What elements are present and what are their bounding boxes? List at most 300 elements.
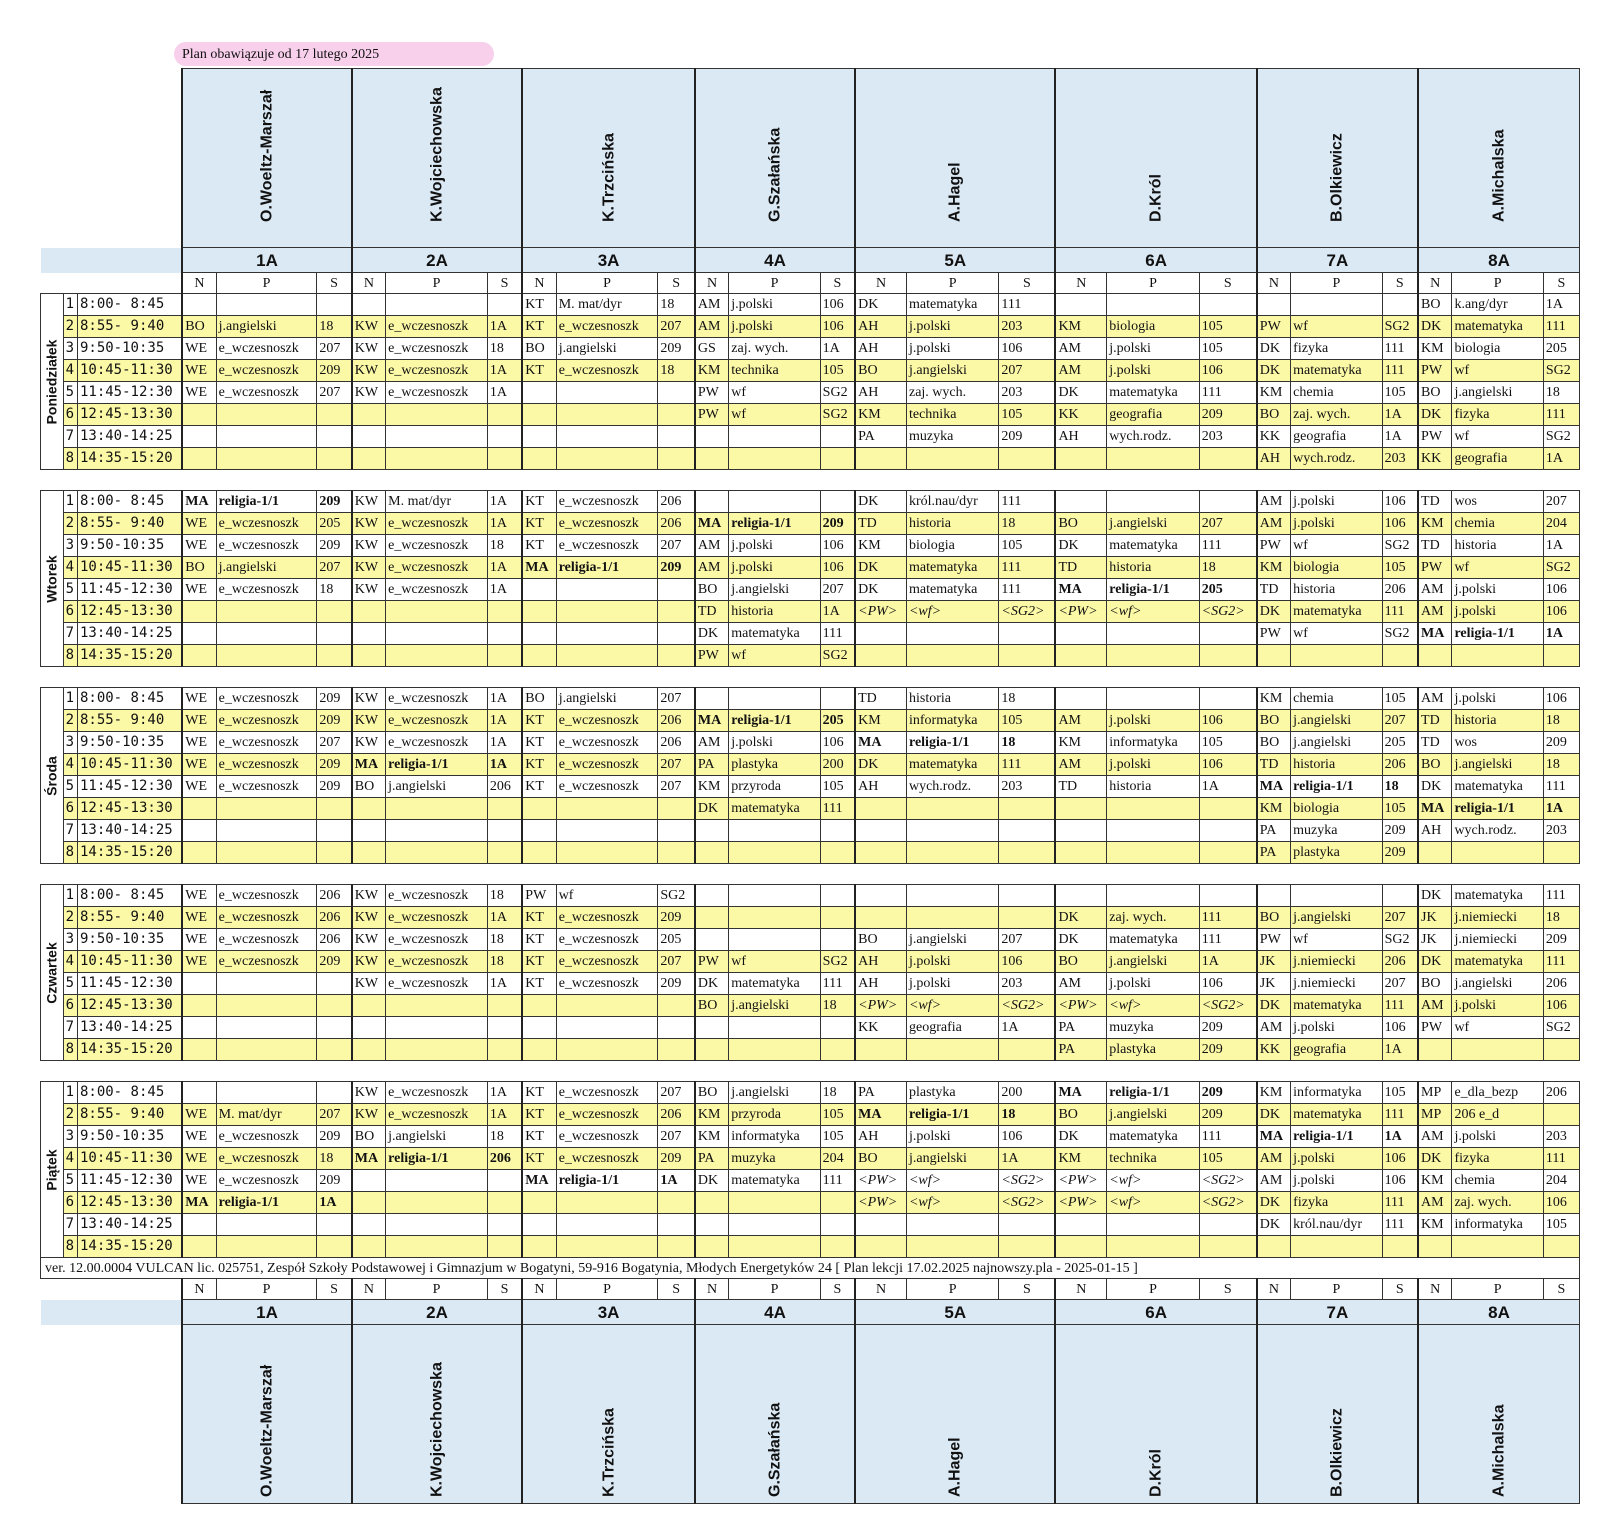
- subject: M. mat/dyr: [386, 491, 488, 513]
- lesson-row: [41, 710, 1580, 732]
- room: [820, 929, 855, 951]
- teacher-code: JK: [1257, 973, 1291, 995]
- teacher-code: PA: [855, 1082, 906, 1104]
- column-header-p: P: [1291, 1279, 1382, 1300]
- teacher-code: BO: [1257, 907, 1291, 929]
- room: [658, 1236, 695, 1258]
- room: 106: [1543, 579, 1579, 601]
- room: [820, 1214, 855, 1236]
- room: [1199, 820, 1257, 842]
- teacher-code: BO: [182, 316, 216, 338]
- teacher-code: [1257, 294, 1291, 316]
- subject: geografia: [1452, 448, 1543, 470]
- teacher-code: KT: [522, 754, 556, 776]
- subject: muzyka: [1291, 820, 1382, 842]
- column-header-p: P: [906, 273, 998, 294]
- room: <SG2>: [1199, 995, 1257, 1017]
- subject: e_wczesnoszk: [216, 754, 317, 776]
- teacher-name: O.Woeltz-Marszał: [258, 1364, 276, 1497]
- teacher-code: AM: [1257, 1148, 1291, 1170]
- day-gap: [41, 1061, 1580, 1082]
- teacher-code: KW: [352, 688, 386, 710]
- teacher-code: KM: [1257, 382, 1291, 404]
- lesson-number: 2: [63, 710, 77, 732]
- room: 209: [317, 688, 352, 710]
- teacher-code: KT: [522, 294, 556, 316]
- lesson-time: 13:40-14:25: [77, 820, 182, 842]
- subject: [1107, 491, 1199, 513]
- room: [317, 601, 352, 623]
- subject: informatyka: [1291, 1082, 1382, 1104]
- subject: matematyka: [906, 294, 998, 316]
- subject: matematyka: [1107, 1126, 1199, 1148]
- teacher-code: PW: [1418, 557, 1452, 579]
- class-name: 3A: [522, 248, 695, 273]
- subject: [906, 820, 998, 842]
- subject: 206 e_d: [1452, 1104, 1543, 1126]
- teacher-code: [1418, 645, 1452, 667]
- subject: e_wczesnoszk: [386, 1104, 488, 1126]
- column-header-p: P: [556, 1279, 658, 1300]
- teacher-code: [182, 1039, 216, 1061]
- room: 111: [1543, 404, 1579, 426]
- room: [1199, 842, 1257, 864]
- room: 106: [1543, 688, 1579, 710]
- room: [820, 426, 855, 448]
- room: [820, 688, 855, 710]
- room: 18: [1382, 776, 1418, 798]
- room: 111: [1382, 360, 1418, 382]
- subject: wych.rodz.: [1107, 426, 1199, 448]
- teacher-code: BO: [182, 557, 216, 579]
- teacher-code: WE: [182, 338, 216, 360]
- teacher-code: KT: [522, 929, 556, 951]
- day-label: [41, 885, 64, 1061]
- column-header-p: P: [216, 273, 317, 294]
- subject: [386, 645, 488, 667]
- room: [317, 1039, 352, 1061]
- lesson-number: 5: [63, 973, 77, 995]
- lesson-number: 1: [63, 294, 77, 316]
- teacher-code: AM: [1257, 1170, 1291, 1192]
- room: [658, 579, 695, 601]
- subject: informatyka: [906, 710, 998, 732]
- lesson-number: 6: [63, 404, 77, 426]
- teacher-code: KM: [1055, 732, 1106, 754]
- room: 207: [1382, 973, 1418, 995]
- lesson-number: 5: [63, 776, 77, 798]
- teacher-code: AM: [1418, 601, 1452, 623]
- teacher-code: WE: [182, 360, 216, 382]
- subject: e_wczesnoszk: [216, 513, 317, 535]
- subject: [216, 426, 317, 448]
- room: [487, 820, 522, 842]
- lesson-row: [41, 798, 1580, 820]
- subject: e_wczesnoszk: [216, 688, 317, 710]
- room: 111: [1382, 1104, 1418, 1126]
- teacher-name: D.Król: [1147, 174, 1165, 222]
- subject: matematyka: [729, 973, 820, 995]
- teacher-code: AM: [1418, 1126, 1452, 1148]
- teacher-code: BO: [352, 776, 386, 798]
- room: 111: [1199, 535, 1257, 557]
- room: [487, 995, 522, 1017]
- subject: technika: [729, 360, 820, 382]
- class-name: 5A: [855, 1300, 1055, 1325]
- room: [487, 1170, 522, 1192]
- room: 206: [658, 710, 695, 732]
- room: [1382, 294, 1418, 316]
- teacher-code: KT: [522, 1104, 556, 1126]
- column-header-n: N: [695, 273, 729, 294]
- room: [999, 1236, 1056, 1258]
- subject: chemia: [1291, 688, 1382, 710]
- teacher-code: [522, 820, 556, 842]
- teacher-code: [182, 623, 216, 645]
- subject: matematyka: [1452, 885, 1543, 907]
- teacher-code: MA: [695, 513, 729, 535]
- teacher-code: KT: [522, 513, 556, 535]
- room: 209: [317, 776, 352, 798]
- room: 106: [1382, 491, 1418, 513]
- room: 18: [317, 1148, 352, 1170]
- teacher-cell: [1418, 1325, 1579, 1504]
- subject: [216, 995, 317, 1017]
- teacher-name: A.Michalska: [1490, 129, 1508, 222]
- teacher-code: AM: [1055, 360, 1106, 382]
- teacher-code: <PW>: [855, 1192, 906, 1214]
- room: [658, 798, 695, 820]
- teacher-code: KM: [855, 710, 906, 732]
- teacher-code: WE: [182, 1104, 216, 1126]
- subject: historia: [1452, 535, 1543, 557]
- teacher-code: BO: [1418, 382, 1452, 404]
- room: 209: [1199, 404, 1257, 426]
- teacher-code: AM: [695, 535, 729, 557]
- teacher-code: AH: [855, 776, 906, 798]
- teacher-code: BO: [1257, 732, 1291, 754]
- subject: e_wczesnoszk: [556, 776, 658, 798]
- column-header-p: P: [386, 273, 488, 294]
- room: [1382, 885, 1418, 907]
- subject: [216, 448, 317, 470]
- room: [1199, 491, 1257, 513]
- subject: [906, 1236, 998, 1258]
- room: 1A: [1543, 535, 1579, 557]
- column-header-n: N: [695, 1279, 729, 1300]
- lesson-number: 4: [63, 360, 77, 382]
- subject: e_wczesnoszk: [386, 732, 488, 754]
- subject: j.niemiecki: [1452, 929, 1543, 951]
- teacher-code: PA: [695, 1148, 729, 1170]
- teacher-code: DK: [695, 623, 729, 645]
- room: 209: [658, 1148, 695, 1170]
- subject: [386, 448, 488, 470]
- room: [1382, 645, 1418, 667]
- room: 1A: [487, 513, 522, 535]
- lesson-row: [41, 1170, 1580, 1192]
- room: 209: [820, 513, 855, 535]
- teacher-code: DK: [695, 798, 729, 820]
- lesson-row: [41, 382, 1580, 404]
- lesson-time: 13:40-14:25: [77, 1017, 182, 1039]
- teacher-code: [1055, 1236, 1106, 1258]
- subject: [556, 448, 658, 470]
- room: 206: [317, 929, 352, 951]
- subject: technika: [1107, 1148, 1199, 1170]
- subject: e_wczesnoszk: [556, 754, 658, 776]
- lesson-number: 3: [63, 338, 77, 360]
- subject: e_wczesnoszk: [216, 1148, 317, 1170]
- room: 209: [1199, 1017, 1257, 1039]
- teacher-code: KW: [352, 1082, 386, 1104]
- subject: [1291, 1236, 1382, 1258]
- subject: geografia: [1107, 404, 1199, 426]
- teacher-code: [522, 601, 556, 623]
- teacher-code: TD: [1418, 710, 1452, 732]
- room: 1A: [1382, 1039, 1418, 1061]
- room: <SG2>: [999, 1192, 1056, 1214]
- subject: [1107, 645, 1199, 667]
- room: SG2: [820, 404, 855, 426]
- teacher-code: DK: [855, 557, 906, 579]
- lesson-time: 14:35-15:20: [77, 645, 182, 667]
- teacher-code: [522, 645, 556, 667]
- room: 106: [1199, 754, 1257, 776]
- subject: e_wczesnoszk: [556, 929, 658, 951]
- subject: [386, 1236, 488, 1258]
- room: 105: [999, 710, 1056, 732]
- teacher-code: BO: [352, 1126, 386, 1148]
- teacher-code: WE: [182, 776, 216, 798]
- subject: <wf>: [906, 995, 998, 1017]
- column-header-s: S: [999, 1279, 1056, 1300]
- teacher-cell: [352, 1325, 523, 1504]
- room: 18: [1543, 907, 1579, 929]
- teacher-code: [182, 973, 216, 995]
- teacher-code: [855, 448, 906, 470]
- room: 206: [658, 732, 695, 754]
- teacher-code: <PW>: [855, 1170, 906, 1192]
- teacher-code: AM: [1055, 754, 1106, 776]
- spacer-cell: [41, 273, 183, 294]
- subject: matematyka: [729, 798, 820, 820]
- room: [487, 1236, 522, 1258]
- subject: j.polski: [1107, 360, 1199, 382]
- column-header-p: P: [1107, 1279, 1199, 1300]
- room: 111: [820, 1170, 855, 1192]
- room: 106: [1382, 1148, 1418, 1170]
- column-header-n: N: [855, 1279, 906, 1300]
- subject: biologia: [1452, 338, 1543, 360]
- teacher-code: KW: [352, 382, 386, 404]
- subject: religia-1/1: [216, 491, 317, 513]
- lesson-number: 6: [63, 601, 77, 623]
- teacher-code: DK: [695, 973, 729, 995]
- subject: wf: [1291, 535, 1382, 557]
- subject: [216, 645, 317, 667]
- room: 18: [658, 360, 695, 382]
- teacher-code: DK: [855, 491, 906, 513]
- room: <SG2>: [999, 1170, 1056, 1192]
- subject: [216, 1039, 317, 1061]
- room: 1A: [1543, 798, 1579, 820]
- subject: biologia: [1291, 798, 1382, 820]
- subject: e_wczesnoszk: [386, 951, 488, 973]
- teacher-name: A.Michalska: [1490, 1404, 1508, 1497]
- column-header-s: S: [317, 1279, 352, 1300]
- subject: [216, 1082, 317, 1104]
- room: 18: [658, 294, 695, 316]
- teacher-code: PW: [1257, 316, 1291, 338]
- teacher-code: KW: [352, 338, 386, 360]
- subject: <wf>: [1107, 1192, 1199, 1214]
- teacher-code: [855, 798, 906, 820]
- subject: fizyka: [1291, 1192, 1382, 1214]
- subject: wf: [556, 885, 658, 907]
- teacher-code: MA: [1418, 798, 1452, 820]
- teacher-code: DK: [1055, 907, 1106, 929]
- lesson-time: 12:45-13:30: [77, 995, 182, 1017]
- lesson-number: 4: [63, 557, 77, 579]
- teacher-code: [1055, 798, 1106, 820]
- teacher-code: [352, 1214, 386, 1236]
- subject: j.polski: [906, 316, 998, 338]
- column-header-n: N: [182, 1279, 216, 1300]
- lesson-number: 8: [63, 448, 77, 470]
- teacher-code: WE: [182, 1170, 216, 1192]
- teacher-code: MA: [352, 1148, 386, 1170]
- teacher-code: [1257, 885, 1291, 907]
- column-header-p: P: [1452, 273, 1543, 294]
- column-header-s: S: [658, 273, 695, 294]
- lesson-time: 8:00- 8:45: [77, 688, 182, 710]
- teacher-code: [1055, 688, 1106, 710]
- room: 106: [1543, 995, 1579, 1017]
- teacher-name: O.Woeltz-Marszał: [258, 89, 276, 222]
- subject: informatyka: [729, 1126, 820, 1148]
- room: [487, 426, 522, 448]
- room: 18: [820, 1082, 855, 1104]
- room: 209: [658, 907, 695, 929]
- subject: plastyka: [906, 1082, 998, 1104]
- lesson-time: 9:50-10:35: [77, 535, 182, 557]
- subject: wf: [1291, 929, 1382, 951]
- teacher-code: KT: [522, 973, 556, 995]
- room: <SG2>: [999, 995, 1056, 1017]
- subject: e_wczesnoszk: [556, 973, 658, 995]
- class-name: 1A: [182, 248, 352, 273]
- teacher-code: [182, 404, 216, 426]
- room: 205: [1382, 732, 1418, 754]
- subject: [729, 1039, 820, 1061]
- room: [820, 885, 855, 907]
- room: 18: [487, 535, 522, 557]
- lesson-number: 5: [63, 382, 77, 404]
- room: 18: [999, 688, 1056, 710]
- teacher-code: PW: [695, 951, 729, 973]
- teacher-code: MA: [1257, 1126, 1291, 1148]
- lesson-row: [41, 360, 1580, 382]
- lesson-time: 8:55- 9:40: [77, 1104, 182, 1126]
- room: 1A: [999, 1148, 1056, 1170]
- spacer-cell: [41, 1279, 183, 1300]
- room: 205: [1199, 579, 1257, 601]
- room: [820, 1236, 855, 1258]
- lesson-time: 8:00- 8:45: [77, 1082, 182, 1104]
- teacher-code: AH: [1055, 426, 1106, 448]
- teacher-code: BO: [1055, 1104, 1106, 1126]
- subject: j.angielski: [729, 1082, 820, 1104]
- subject: e_wczesnoszk: [386, 1082, 488, 1104]
- teacher-code: TD: [855, 513, 906, 535]
- room: 111: [999, 754, 1056, 776]
- lesson-row: [41, 601, 1580, 623]
- room: 106: [1199, 973, 1257, 995]
- spacer-cell: [41, 248, 183, 273]
- room: 203: [1199, 426, 1257, 448]
- teacher-code: AM: [1055, 710, 1106, 732]
- class-name: 7A: [1257, 1300, 1418, 1325]
- subject: [386, 1192, 488, 1214]
- room: [1543, 1104, 1579, 1126]
- column-header-p: P: [729, 1279, 820, 1300]
- subject: e_wczesnoszk: [216, 535, 317, 557]
- day-gap: [41, 667, 1580, 688]
- room: 206: [1382, 754, 1418, 776]
- subject: e_wczesnoszk: [216, 776, 317, 798]
- subject: [906, 645, 998, 667]
- teacher-code: KK: [855, 1017, 906, 1039]
- room: 206: [658, 513, 695, 535]
- teacher-code: DK: [1418, 885, 1452, 907]
- subject: j.polski: [729, 535, 820, 557]
- subject: religia-1/1: [386, 1148, 488, 1170]
- room: 200: [820, 754, 855, 776]
- teacher-code: JK: [1418, 929, 1452, 951]
- room: [487, 645, 522, 667]
- room: [317, 448, 352, 470]
- teacher-code: [182, 1236, 216, 1258]
- teacher-code: MA: [522, 557, 556, 579]
- room: 209: [1543, 732, 1579, 754]
- room: 207: [658, 754, 695, 776]
- lesson-number: 6: [63, 798, 77, 820]
- lesson-row: [41, 338, 1580, 360]
- subject: j.polski: [906, 973, 998, 995]
- room: 111: [999, 579, 1056, 601]
- room: [820, 1192, 855, 1214]
- room: 1A: [487, 1104, 522, 1126]
- teacher-code: KT: [522, 535, 556, 557]
- lesson-row: [41, 1192, 1580, 1214]
- lesson-number: 1: [63, 1082, 77, 1104]
- teacher-cell: [182, 1325, 352, 1504]
- subject: [386, 842, 488, 864]
- room: [658, 426, 695, 448]
- column-header-p: P: [906, 1279, 998, 1300]
- teacher-code: [1257, 645, 1291, 667]
- subject: j.angielski: [906, 929, 998, 951]
- teacher-cell: [522, 1325, 695, 1504]
- room: 106: [1543, 601, 1579, 623]
- lesson-row: [41, 1017, 1580, 1039]
- subject: religia-1/1: [1107, 1082, 1199, 1104]
- room: 207: [820, 579, 855, 601]
- subject: biologia: [906, 535, 998, 557]
- subject: [556, 1017, 658, 1039]
- day-name: Środa: [43, 755, 60, 796]
